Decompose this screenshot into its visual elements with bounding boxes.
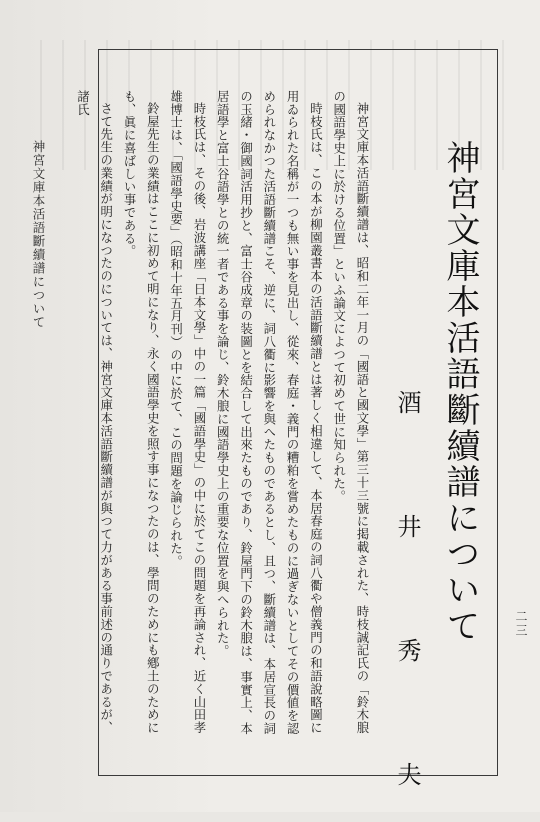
author-name: 酒 井 秀 夫 xyxy=(393,390,421,822)
paragraph: 時枝氏は、その後、岩波講座「日本文學」中の一篇「國語學史」の中に於てこの問題を再論され、近く山田孝雄博士は、「國語學史要」（昭和十年五月刊）の中に於て、この問題を論じられた。 xyxy=(168,90,207,735)
paragraph: 神宮文庫本活語斷續譜は、昭和二年一月の「國語と國文學」第三十三號に掲載された、時枝誠記氏の「鈴木朖の國語學史上に於ける位置」といふ論文によつて初めて世に知られた。 xyxy=(331,90,370,735)
paragraph: 時枝氏は、この本が柳園叢書本の活語斷續譜とは著しく相違して、本居春庭の詞八衢や僧義門の和語說略圖に用ゐられた名稱が一つも無い事を見出し、從來、春庭・義門の糟粕を嘗めたものに過ぎないとしてその價値を認められなかつた活語斷續譜こそ、逆に、詞八衢に影響を與へたものであるとし、且つ、斷續譜は、本居宣長の詞の玉緒・御國詞活用抄と、富士谷成章の装圖とを結合して出來たものであり、鈴屋門下の鈴木朖は、事實上、本居語學と富士谷語學との統一者である事を論じ、鈴木朖に國語學史上の重要な位置を與へられた。 xyxy=(215,90,324,735)
paragraph: さて先生の業績が明になつたのについては、神宮文庫本活語斷續譜が與つて力がある事前述の通りであるが、諸氏 xyxy=(75,90,114,735)
article-body xyxy=(71,90,374,740)
page-number: 二三 xyxy=(514,610,528,638)
paragraph: 鈴屋先生の業績はここに初めて明になり、永く國語學史を照す事になつたのは、學問のためにも鄕土のためにも、眞に喜ばしい事である。 xyxy=(122,90,161,735)
article-title: 神宮文庫本活語斷續譜について xyxy=(440,140,480,644)
running-head: 神宮文庫本活語斷續譜について xyxy=(31,140,46,329)
